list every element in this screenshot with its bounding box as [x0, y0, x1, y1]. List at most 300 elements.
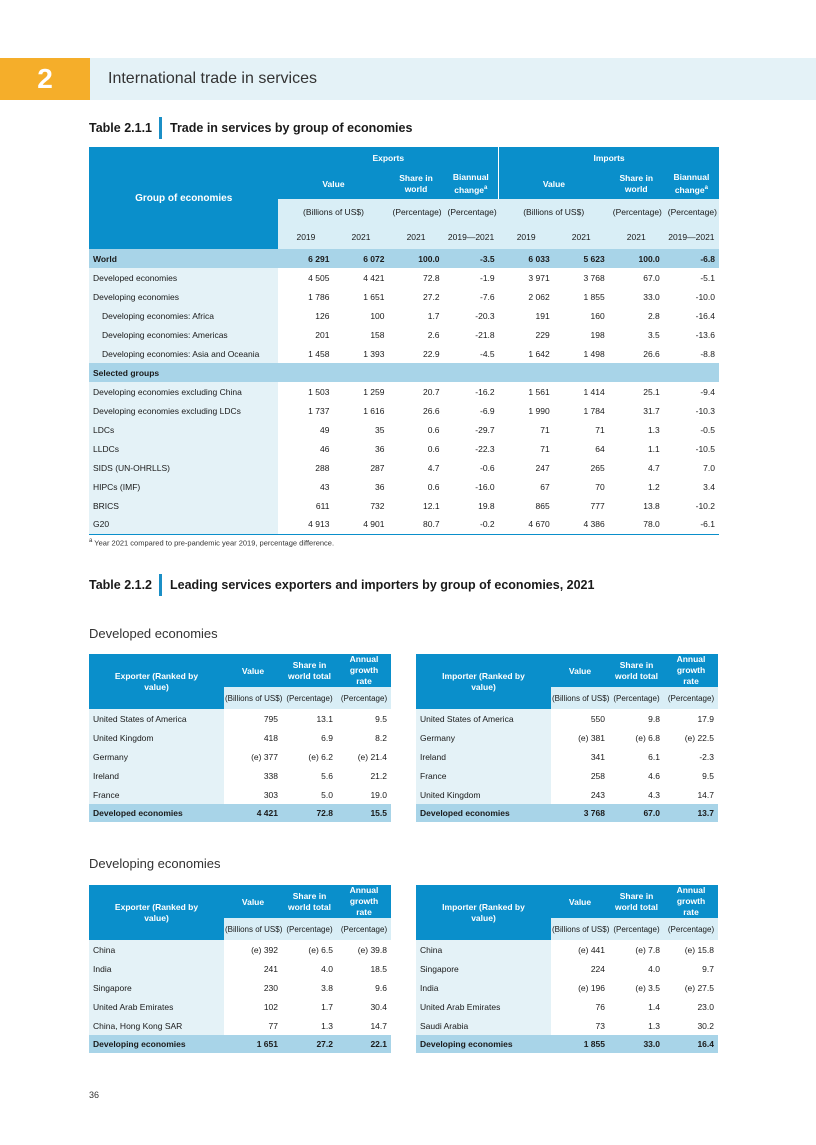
- unit-percentage: (Percentage): [337, 918, 391, 940]
- total-row: [89, 1035, 391, 1053]
- share-header: Share in world total: [609, 885, 664, 918]
- cell-value: 4.7: [647, 462, 660, 473]
- cell-value: [333, 363, 388, 382]
- row-label: Developed economies: [89, 268, 278, 287]
- table-row: [89, 325, 719, 344]
- total-value: 13.7: [664, 804, 718, 822]
- cell-value: 1.3: [648, 1020, 660, 1031]
- cell-value: 4.3: [648, 789, 660, 800]
- year-header: 2021: [609, 224, 664, 249]
- cell-value: 1.3: [647, 424, 660, 435]
- cell-value: 1 458: [308, 348, 330, 359]
- cell-value: 732: [370, 500, 385, 511]
- economy-name: Ireland: [416, 747, 551, 766]
- table-row: [89, 515, 719, 534]
- cell-value: 3 768: [583, 272, 605, 283]
- cell-value: 9.5: [375, 713, 387, 724]
- developing-importers-table: [416, 885, 718, 1053]
- cell-value: 3.8: [321, 982, 333, 993]
- cell-value: -5.1: [700, 272, 715, 283]
- exports-change-header: Biannual change$^a$: [444, 169, 499, 199]
- cell-value: 7.0: [703, 462, 715, 473]
- economy-name: Saudi Arabia: [416, 1016, 551, 1035]
- table-row: [89, 458, 719, 477]
- economy-name: United States of America: [416, 709, 551, 728]
- cell-value: [278, 363, 333, 382]
- economy-name: Singapore: [89, 978, 224, 997]
- cell-value: 243: [590, 789, 605, 800]
- cell-value: -13.6: [695, 329, 715, 340]
- cell-value: -16.4: [695, 310, 715, 321]
- total-value: 27.2: [282, 1035, 337, 1053]
- cell-value: 36: [375, 481, 385, 492]
- cell-value: -4.5: [479, 348, 495, 359]
- cell-value: -10.5: [695, 443, 715, 454]
- cell-value: 25.1: [643, 386, 660, 397]
- cell-value: 2.8: [647, 310, 660, 321]
- cell-value: 1 651: [363, 291, 385, 302]
- cell-value: 201: [315, 329, 330, 340]
- cell-value: 198: [590, 329, 605, 340]
- cell-value: -1.9: [479, 272, 495, 283]
- cell-value: [609, 363, 664, 382]
- economy-name: France: [89, 785, 224, 804]
- exports-header: Exports: [278, 147, 498, 169]
- cell-value: (e) 15.8: [684, 944, 714, 955]
- cell-value: (e) 7.8: [635, 944, 660, 955]
- cell-value: 3.4: [703, 481, 715, 492]
- cell-value: (e) 22.5: [684, 732, 714, 743]
- cell-value: [664, 363, 719, 382]
- imports-header: Imports: [499, 147, 719, 169]
- cell-value: 224: [590, 963, 605, 974]
- total-label: Developing economies: [416, 1035, 551, 1053]
- cell-value: -6.1: [664, 515, 719, 534]
- cell-value: 26.6: [643, 348, 660, 359]
- table-row: [89, 306, 719, 325]
- exporter-header: Exporter (Ranked by value): [89, 885, 224, 940]
- cell-value: 20.7: [423, 386, 440, 397]
- total-row: [89, 804, 391, 822]
- table-row: [416, 940, 718, 959]
- cell-value: 14.7: [370, 1020, 387, 1031]
- cell-value: 230: [263, 982, 278, 993]
- cell-value: 6.1: [648, 751, 660, 762]
- total-label: Developed economies: [416, 804, 551, 822]
- economy-name: United States of America: [89, 709, 224, 728]
- table-row: [89, 709, 391, 728]
- imports-unit-pct-share: (Percentage): [609, 199, 664, 224]
- total-row: [416, 804, 718, 822]
- imports-share-header: Share in world: [609, 169, 664, 199]
- imports-value-header: Value: [499, 169, 609, 199]
- cell-value: 43: [319, 481, 330, 492]
- cell-value: 5.0: [321, 789, 333, 800]
- cell-value: 3.5: [647, 329, 660, 340]
- cell-value: 1 737: [308, 405, 330, 416]
- cell-value: 341: [590, 751, 605, 762]
- cell-value: [444, 363, 499, 382]
- table-row: [89, 785, 391, 804]
- cell-value: 229: [535, 329, 550, 340]
- trade-by-group-table: [89, 147, 719, 535]
- cell-value: (e) 39.8: [357, 944, 387, 955]
- total-value: 22.1: [337, 1035, 391, 1053]
- table-row: [89, 363, 719, 382]
- table-row: [416, 1016, 718, 1035]
- cell-value: -29.7: [475, 424, 495, 435]
- cell-value: 0.6: [427, 443, 440, 454]
- table-row: [89, 382, 719, 401]
- cell-value: 4 901: [333, 515, 388, 534]
- cell-value: 6.9: [321, 732, 333, 743]
- table-row: [416, 997, 718, 1016]
- cell-value: [499, 363, 554, 382]
- cell-value: 158: [370, 329, 385, 340]
- total-value: 1 855: [551, 1035, 609, 1053]
- unit-percentage: (Percentage): [609, 687, 664, 709]
- cell-value: 19.8: [478, 500, 495, 511]
- economy-name: China: [416, 940, 551, 959]
- cell-value: -9.4: [700, 386, 715, 397]
- row-label: LDCs: [89, 420, 278, 439]
- table-row: [89, 766, 391, 785]
- cell-value: 4 386: [554, 515, 609, 534]
- developed-exporters-table: [89, 654, 391, 822]
- cell-value: 67.0: [643, 272, 660, 283]
- importer-header: Importer (Ranked by value): [416, 885, 551, 940]
- cell-value: 77: [268, 1020, 278, 1031]
- table-row: [89, 268, 719, 287]
- cell-value: [554, 363, 609, 382]
- cell-value: 23.0: [697, 1001, 714, 1012]
- cell-value: 865: [535, 500, 550, 511]
- cell-value: 18.5: [370, 963, 387, 974]
- growth-header: Annual growth rate: [337, 654, 391, 687]
- cell-value: 1.3: [321, 1020, 333, 1031]
- cell-value: 1 990: [528, 405, 550, 416]
- year-header: 2019: [499, 224, 554, 249]
- cell-value: -7.6: [479, 291, 495, 302]
- cell-value: 777: [590, 500, 605, 511]
- cell-value: 67: [540, 481, 550, 492]
- cell-value: [389, 363, 444, 382]
- table-row: [89, 978, 391, 997]
- share-header: Share in world total: [282, 885, 337, 918]
- table1-title: Trade in services by group of economies: [170, 121, 413, 135]
- economy-name: United Kingdom: [416, 785, 551, 804]
- cell-value: 13.1: [316, 713, 333, 724]
- economy-name: Ireland: [89, 766, 224, 785]
- total-value: 1 651: [224, 1035, 282, 1053]
- cell-value: 33.0: [643, 291, 660, 302]
- cell-value: 288: [315, 462, 330, 473]
- table-row: [89, 439, 719, 458]
- value-header: Value: [551, 654, 609, 687]
- row-label: LLDCs: [89, 439, 278, 458]
- cell-value: 1 855: [583, 291, 605, 302]
- row-label: Developing economies: Americas: [89, 325, 278, 344]
- table1-footnote: $^a$ Year 2021 compared to pre-pandemic year 2019, percentage difference.: [89, 538, 335, 548]
- cell-value: 17.9: [697, 713, 714, 724]
- cell-value: (e) 21.4: [357, 751, 387, 762]
- table-row: [416, 785, 718, 804]
- unit-billions: (Billions of US$): [224, 687, 282, 709]
- cell-value: -10.2: [695, 500, 715, 511]
- table-row: [416, 959, 718, 978]
- value-header: Value: [224, 654, 282, 687]
- cell-value: (e) 381: [578, 732, 605, 743]
- economy-name: United Kingdom: [89, 728, 224, 747]
- cell-value: 303: [263, 789, 278, 800]
- cell-value: -16.0: [475, 481, 495, 492]
- total-value: 33.0: [609, 1035, 664, 1053]
- table-row: [89, 249, 719, 268]
- cell-value: 49: [319, 424, 330, 435]
- cell-value: 3 971: [528, 272, 550, 283]
- cell-value: (e) 27.5: [684, 982, 714, 993]
- unit-percentage: (Percentage): [664, 687, 718, 709]
- table-row: [89, 420, 719, 439]
- table1-number: Table 2.1.1: [89, 121, 152, 135]
- cell-value: 71: [595, 424, 605, 435]
- cell-value: 8.2: [375, 732, 387, 743]
- table-row: [89, 959, 391, 978]
- growth-header: Annual growth rate: [664, 654, 718, 687]
- cell-value: 71: [540, 424, 550, 435]
- cell-value: 1 786: [308, 291, 330, 302]
- cell-value: -10.3: [695, 405, 715, 416]
- cell-value: (e) 3.5: [635, 982, 660, 993]
- total-row: [416, 1035, 718, 1053]
- total-value: 4 421: [224, 804, 282, 822]
- cell-value: 14.7: [697, 789, 714, 800]
- cell-value: 30.4: [370, 1001, 387, 1012]
- cell-value: -22.3: [475, 443, 495, 454]
- unit-billions: (Billions of US$): [551, 687, 609, 709]
- table-row: [89, 344, 719, 363]
- economy-name: China, Hong Kong SAR: [89, 1016, 224, 1035]
- cell-value: 1 498: [583, 348, 605, 359]
- cell-value: 100.0: [389, 249, 444, 268]
- cell-value: 1.2: [647, 481, 660, 492]
- economy-name: India: [89, 959, 224, 978]
- cell-value: 2.6: [427, 329, 440, 340]
- cell-value: (e) 377: [251, 751, 278, 762]
- cell-value: 4 913: [278, 515, 333, 534]
- cell-value: -0.6: [479, 462, 495, 473]
- cell-value: 9.6: [375, 982, 387, 993]
- cell-value: 1.7: [321, 1001, 333, 1012]
- total-value: 15.5: [337, 804, 391, 822]
- developed-importers-table: [416, 654, 718, 822]
- economy-name: France: [416, 766, 551, 785]
- cell-value: 78.0: [609, 515, 664, 534]
- cell-value: 4.0: [321, 963, 333, 974]
- cell-value: 73: [595, 1020, 605, 1031]
- exports-unit-pct-change: (Percentage): [444, 199, 499, 224]
- cell-value: 247: [535, 462, 550, 473]
- cell-value: 4.6: [648, 770, 660, 781]
- cell-value: 13.8: [643, 500, 660, 511]
- cell-value: 1.1: [647, 443, 660, 454]
- economy-name: Singapore: [416, 959, 551, 978]
- year-header: 2021: [333, 224, 388, 249]
- year-header: 2021: [389, 224, 444, 249]
- cell-value: 9.8: [648, 713, 660, 724]
- cell-value: 70: [595, 481, 605, 492]
- cell-value: 102: [263, 1001, 278, 1012]
- cell-value: 9.7: [702, 963, 714, 974]
- year-header: 2019—2021: [444, 224, 499, 249]
- cell-value: 6 072: [333, 249, 388, 268]
- cell-value: 0.6: [427, 424, 440, 435]
- cell-value: 46: [319, 443, 330, 454]
- total-value: 3 768: [551, 804, 609, 822]
- cell-value: -21.8: [475, 329, 495, 340]
- cell-value: (e) 6.2: [308, 751, 333, 762]
- unit-billions: (Billions of US$): [551, 918, 609, 940]
- heading-divider: [159, 117, 162, 139]
- cell-value: (e) 441: [578, 944, 605, 955]
- cell-value: -3.5: [444, 249, 499, 268]
- cell-value: 126: [315, 310, 330, 321]
- table-row: [416, 766, 718, 785]
- cell-value: -10.0: [695, 291, 715, 302]
- total-value: 67.0: [609, 804, 664, 822]
- developing-exporters-table: [89, 885, 391, 1053]
- cell-value: 30.2: [697, 1020, 714, 1031]
- cell-value: 191: [535, 310, 550, 321]
- cell-value: 6 033: [499, 249, 554, 268]
- unit-percentage: (Percentage): [282, 687, 337, 709]
- unit-percentage: (Percentage): [664, 918, 718, 940]
- cell-value: 611: [315, 500, 330, 511]
- row-label: World: [89, 249, 278, 268]
- table2-title: Leading services exporters and importers by group of economies, 2021: [170, 578, 595, 592]
- cell-value: (e) 392: [251, 944, 278, 955]
- group-of-economies-header: Group of economies: [89, 147, 278, 249]
- developing-section-title: Developing economies: [89, 856, 221, 871]
- total-value: 72.8: [282, 804, 337, 822]
- row-label: SIDS (UN-OHRLLS): [89, 458, 278, 477]
- cell-value: 4 670: [499, 515, 554, 534]
- cell-value: -2.3: [699, 751, 714, 762]
- total-label: Developed economies: [89, 804, 224, 822]
- cell-value: 36: [375, 443, 385, 454]
- cell-value: -16.2: [475, 386, 495, 397]
- cell-value: 265: [590, 462, 605, 473]
- cell-value: 1 642: [528, 348, 550, 359]
- table-row: [416, 728, 718, 747]
- cell-value: 26.6: [423, 405, 440, 416]
- cell-value: 4 505: [308, 272, 330, 283]
- cell-value: -20.3: [475, 310, 495, 321]
- table1-heading: [89, 117, 412, 139]
- value-header: Value: [551, 885, 609, 918]
- unit-percentage: (Percentage): [337, 687, 391, 709]
- cell-value: (e) 6.8: [635, 732, 660, 743]
- cell-value: 1 414: [583, 386, 605, 397]
- cell-value: -8.8: [700, 348, 715, 359]
- cell-value: 12.1: [423, 500, 440, 511]
- cell-value: 1 393: [363, 348, 385, 359]
- cell-value: 71: [540, 443, 550, 454]
- row-label: Developing economies: Asia and Oceania: [89, 344, 278, 363]
- row-label: Selected groups: [89, 363, 278, 382]
- cell-value: (e) 6.5: [308, 944, 333, 955]
- cell-value: 2 062: [528, 291, 550, 302]
- cell-value: 31.7: [643, 405, 660, 416]
- table-row: [89, 477, 719, 496]
- cell-value: 76: [595, 1001, 605, 1012]
- imports-unit-billions: (Billions of US$): [499, 199, 609, 224]
- row-label: HIPCs (IMF): [89, 477, 278, 496]
- cell-value: 550: [590, 713, 605, 724]
- total-label: Developing economies: [89, 1035, 224, 1053]
- heading-divider: [159, 574, 162, 596]
- cell-value: 72.8: [423, 272, 440, 283]
- cell-value: 4.7: [427, 462, 440, 473]
- economy-name: Germany: [416, 728, 551, 747]
- economy-name: United Arab Emirates: [89, 997, 224, 1016]
- cell-value: 160: [590, 310, 605, 321]
- row-label: G20: [89, 515, 278, 534]
- developed-section-title: Developed economies: [89, 626, 218, 641]
- cell-value: 100: [370, 310, 385, 321]
- cell-value: -0.2: [444, 515, 499, 534]
- cell-value: 19.0: [370, 789, 387, 800]
- cell-value: 0.6: [427, 481, 440, 492]
- cell-value: 1.7: [427, 310, 440, 321]
- table2-heading: [89, 574, 594, 596]
- cell-value: 1 259: [363, 386, 385, 397]
- table-row: [89, 496, 719, 515]
- row-label: Developing economies: Africa: [89, 306, 278, 325]
- cell-value: 6 291: [278, 249, 333, 268]
- cell-value: 1 561: [528, 386, 550, 397]
- cell-value: 5.6: [321, 770, 333, 781]
- exports-unit-pct-share: (Percentage): [389, 199, 444, 224]
- row-label: BRICS: [89, 496, 278, 515]
- importer-header: Importer (Ranked by value): [416, 654, 551, 709]
- cell-value: 21.2: [370, 770, 387, 781]
- table-row: [89, 728, 391, 747]
- share-header: Share in world total: [609, 654, 664, 687]
- growth-header: Annual growth rate: [337, 885, 391, 918]
- cell-value: 1 784: [583, 405, 605, 416]
- unit-billions: (Billions of US$): [224, 918, 282, 940]
- unit-percentage: (Percentage): [282, 918, 337, 940]
- cell-value: 64: [595, 443, 605, 454]
- cell-value: 258: [590, 770, 605, 781]
- cell-value: 1 503: [308, 386, 330, 397]
- value-header: Value: [224, 885, 282, 918]
- cell-value: 338: [263, 770, 278, 781]
- share-header: Share in world total: [282, 654, 337, 687]
- year-header: 2019: [278, 224, 333, 249]
- unit-percentage: (Percentage): [609, 918, 664, 940]
- cell-value: 241: [263, 963, 278, 974]
- chapter-title: International trade in services: [108, 70, 317, 87]
- imports-change-header: Biannual change$^a$: [664, 169, 719, 199]
- cell-value: 287: [370, 462, 385, 473]
- table-row: [89, 1016, 391, 1035]
- imports-unit-pct-change: (Percentage): [664, 199, 719, 224]
- cell-value: 100.0: [609, 249, 664, 268]
- cell-value: 1.4: [648, 1001, 660, 1012]
- exports-share-header: Share in world: [389, 169, 444, 199]
